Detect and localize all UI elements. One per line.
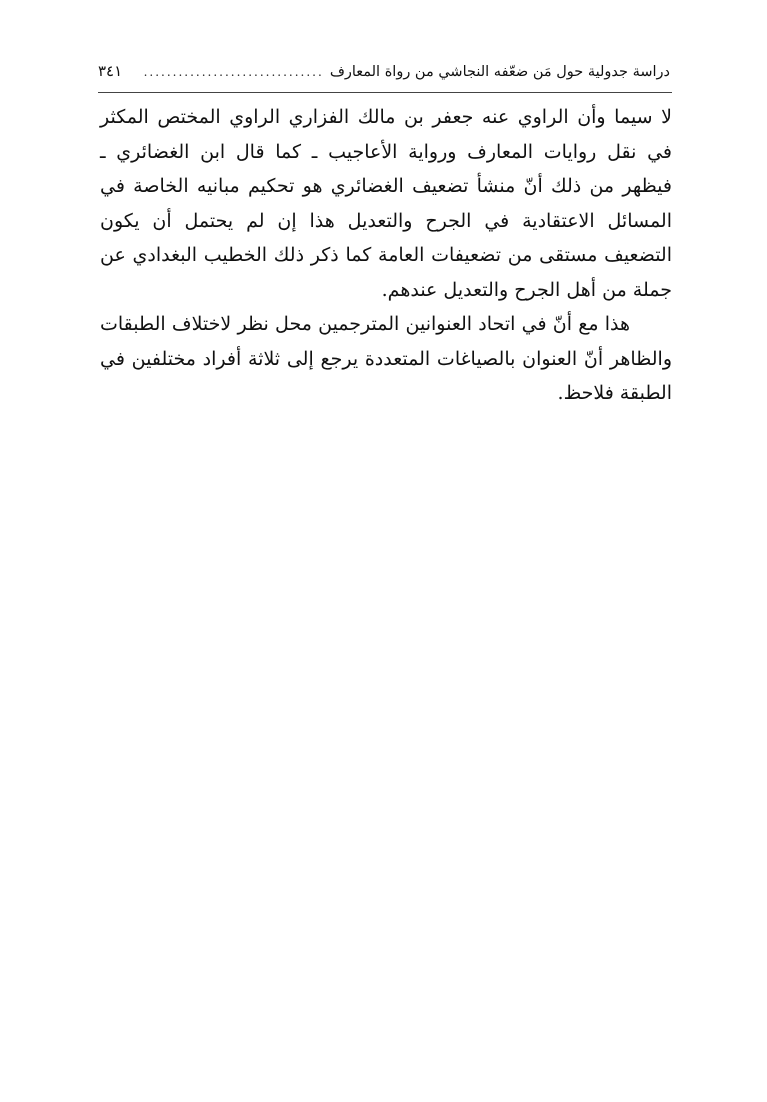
paragraph-2: هذا مع أنّ في اتحاد العنوانين المترجمين محل نظر لاختلاف الطبقات والظاهر أنّ العنوان بالصياغات المتعددة يرجع إلى ثلاثة أفراد مختلفين في الطبقة فلاحظ.	[100, 313, 672, 404]
paragraph-1: لا سيما وأن الراوي عنه جعفر بن مالك الفزاري الراوي المختص المكثر في نقل روايات المعارف ورواية الأعاجيب ـ كما قال ابن الغضائري ـ فيظهر من ذلك أنّ منشأ تضعيف الغضائري هو تحكيم مبانيه الخاصة في المسائل الاعتقادية في الجرح والتعديل هذا إن لم يحتمل أن يكون التضعيف مستقى من تضعيفات العامة كما ذكر ذلك الخطيب البغدادي عن جملة من أهل الجرح والتعديل عندهم.	[100, 106, 672, 301]
body-text	[100, 100, 672, 411]
leader-dots: ...............................	[143, 65, 324, 79]
page-number: ٣٤١	[98, 62, 123, 80]
running-header	[98, 62, 670, 88]
header-rule	[98, 92, 672, 93]
running-title: دراسة جدولية حول مَن ضعّفه النجاشي من رواة المعارف	[329, 64, 670, 80]
